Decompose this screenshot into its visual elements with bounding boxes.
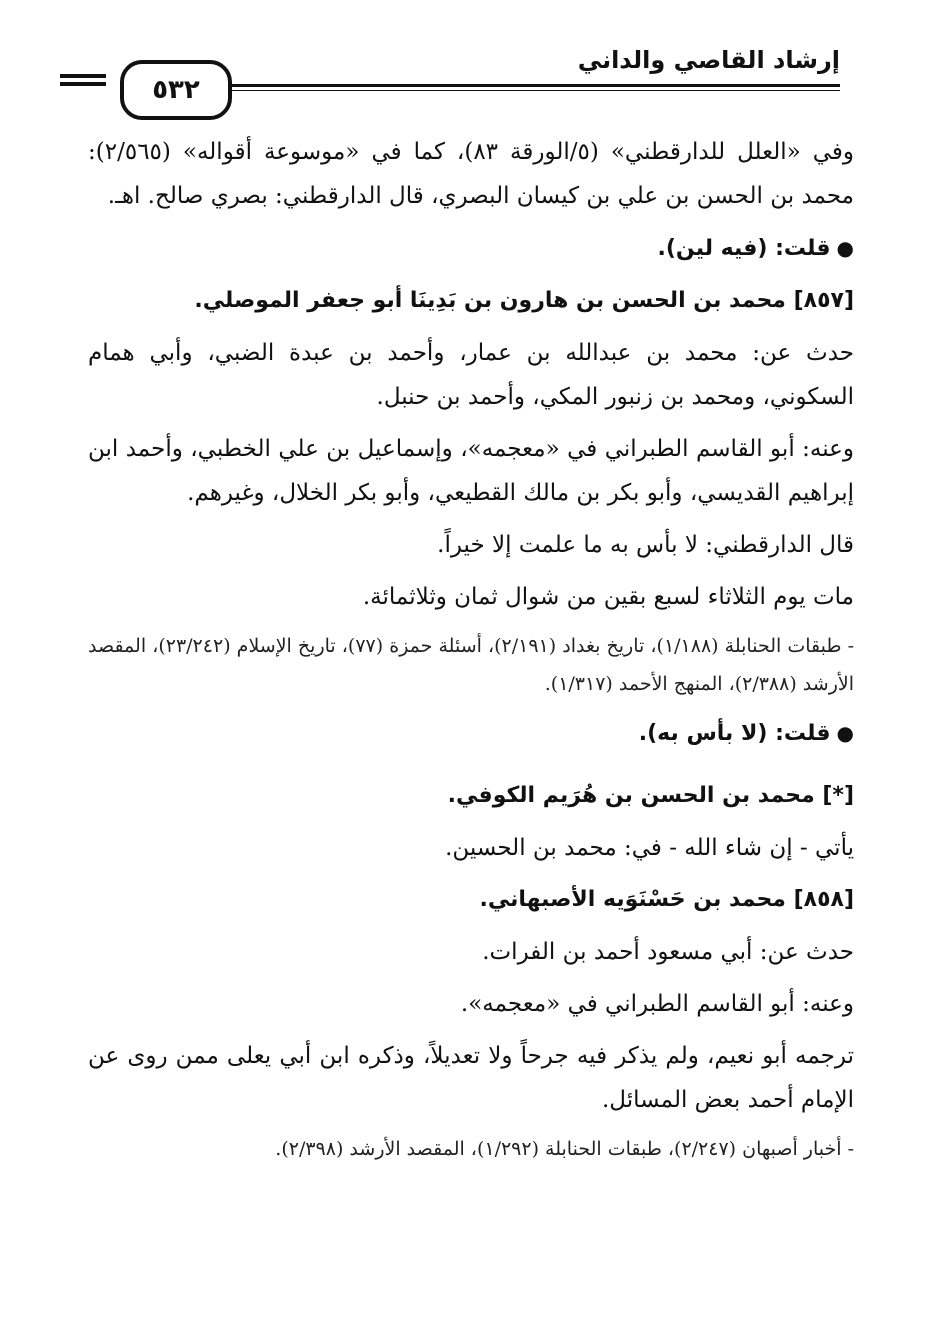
opinion-line: ●قلت: (لا بأس به). <box>638 721 854 746</box>
opinion-line: ●قلت: (فيه لين). <box>657 236 854 261</box>
entry-heading: [٨٥٨] محمد بن حَسْنَوَيه الأصبهاني. <box>479 887 854 912</box>
bullet-icon: ● <box>836 236 854 260</box>
paragraph: حدث عن: أبي مسعود أحمد بن الفرات. <box>482 939 854 965</box>
paragraph: وفي «العلل للدارقطني» (٥/الورقة ٨٣)، كما في «موسوعة أقواله» (٢/٥٦٥): محمد بن الحسن بن علي بن كيسان البصري، قال الدارقطني: بصري صالح. اهـ. <box>88 139 854 209</box>
paragraph: وعنه: أبو القاسم الطبراني في «معجمه»، وإسماعيل بن علي الخطبي، وأحمد ابن إبراهيم القديسي، وأبو بكر بن مالك القطيعي، وأبو بكر الخلال، وغيرهم. <box>88 436 854 506</box>
paragraph: قال الدارقطني: لا بأس به ما علمت إلا خيراً. <box>437 532 854 558</box>
paragraph: مات يوم الثلاثاء لسبع بقين من شوال ثمان وثلاثمائة. <box>362 584 854 610</box>
paragraph: يأتي - إن شاء الله - في: محمد بن الحسين. <box>445 835 854 861</box>
running-title: إرشاد القاصي والداني <box>577 46 840 74</box>
entry-heading: [*] محمد بن الحسن بن هُرَيم الكوفي. <box>447 783 854 808</box>
sources-list: - طبقات الحنابلة (١/١٨٨)، تاريخ بغداد (٢/١٩١)، أسئلة حمزة (٧٧)، تاريخ الإسلام (٢٣/٢٤٢)، المقصد الأرشد (٢/٣٨٨)، المنهج الأحمد (١/٣١٧). <box>88 635 855 695</box>
paragraph: ترجمه أبو نعيم، ولم يذكر فيه جرحاً ولا تعديلاً، وذكره ابن أبي يعلى ممن روى عن الإمام أحمد بعض المسائل. <box>88 1043 854 1113</box>
bullet-icon: ● <box>836 721 854 745</box>
page-header <box>60 30 880 110</box>
paragraph: حدث عن: محمد بن عبدالله بن عمار، وأحمد بن عبدة الضبي، وأبي همام السكوني، ومحمد بن زنبور المكي، وأحمد بن حنبل. <box>88 340 854 410</box>
sources-list: - أخبار أصبهان (٢/٢٤٧)، طبقات الحنابلة (١/٢٩٢)، المقصد الأرشد (٢/٣٩٨). <box>275 1138 854 1160</box>
header-ornament <box>60 74 106 78</box>
page-body <box>88 130 854 1176</box>
page-number: ٥٣٢ <box>120 60 232 120</box>
entry-heading: [٨٥٧] محمد بن الحسن بن هارون بن بَدِينَا أبو جعفر الموصلي. <box>194 288 854 313</box>
paragraph: وعنه: أبو القاسم الطبراني في «معجمه». <box>460 991 854 1017</box>
